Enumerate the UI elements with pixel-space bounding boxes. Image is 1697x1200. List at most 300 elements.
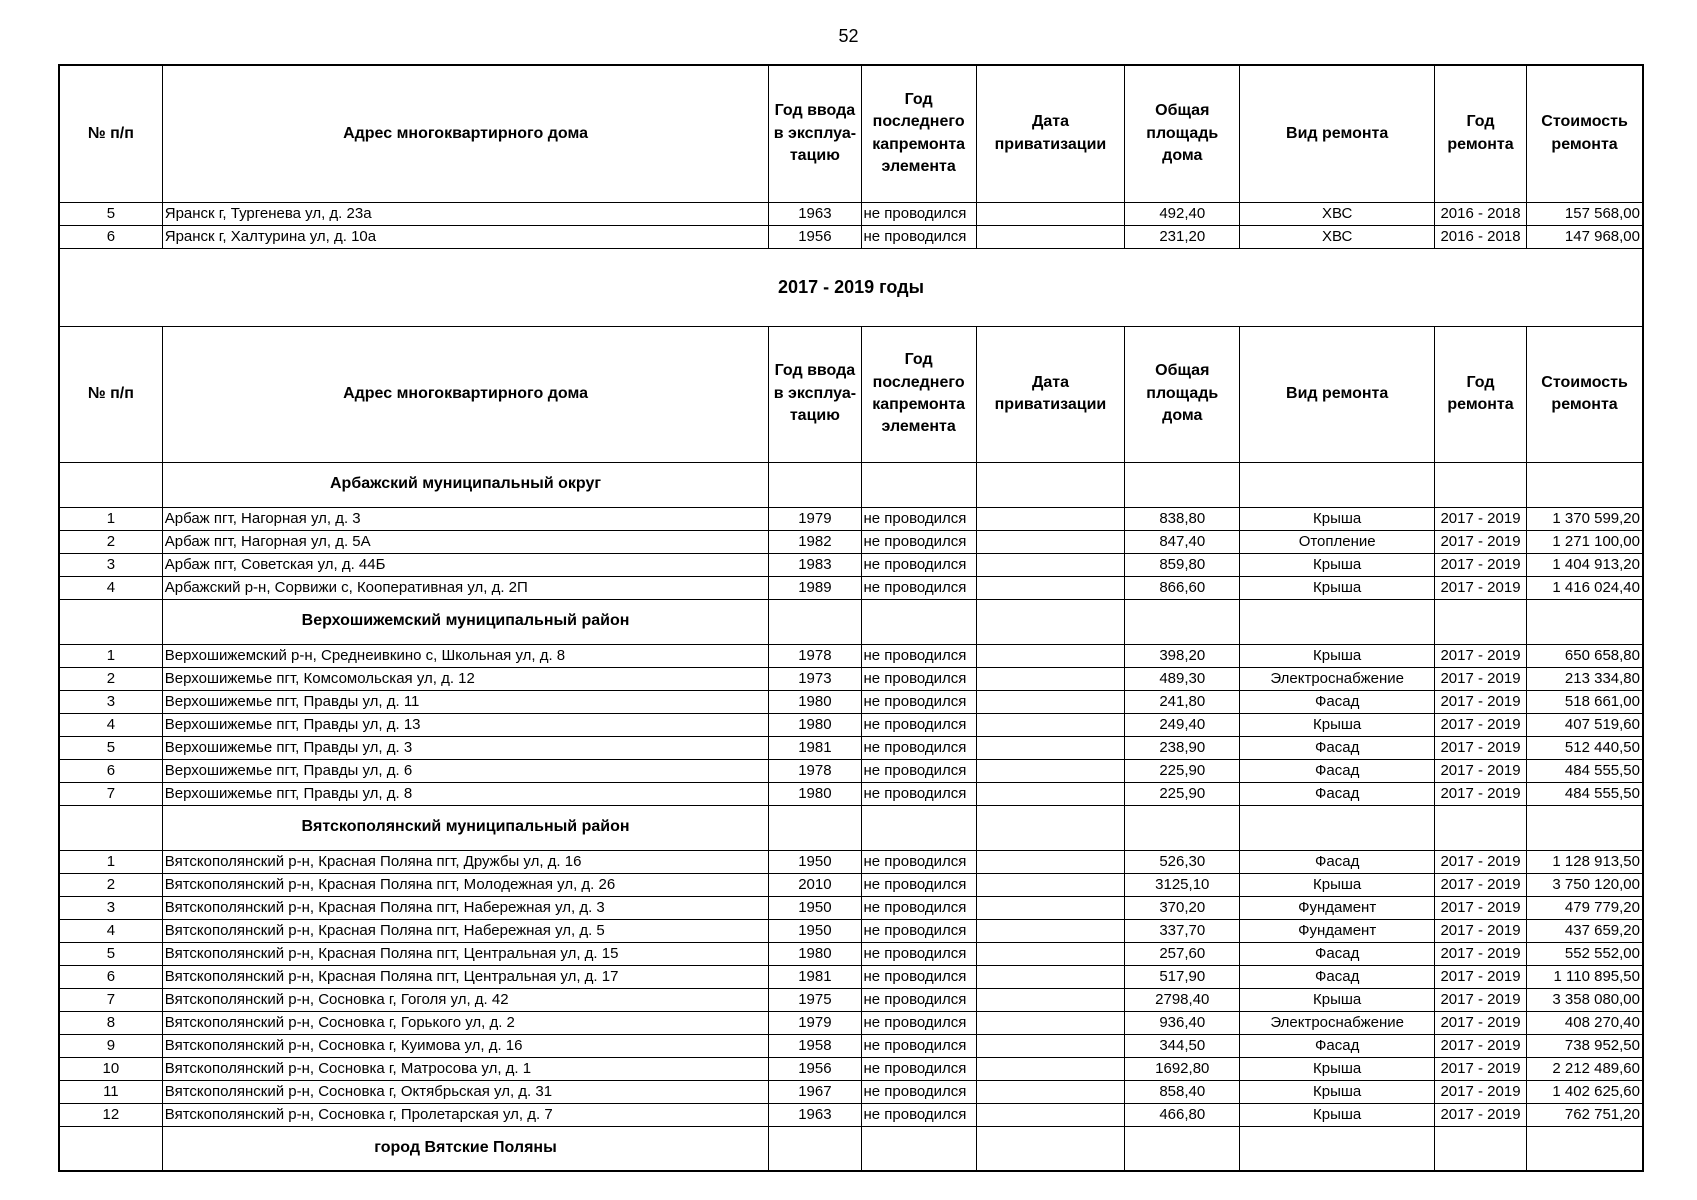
repair-type-cell: Крыша	[1240, 873, 1434, 896]
last-repair-cell: не проводился	[861, 1057, 976, 1080]
cost-cell: 1 271 100,00	[1527, 530, 1643, 553]
area-cell: 225,90	[1125, 782, 1240, 805]
row-number: 7	[59, 782, 162, 805]
last-repair-cell: не проводился	[861, 988, 976, 1011]
row-number: 3	[59, 553, 162, 576]
group-empty-cell	[59, 805, 162, 850]
address-cell: Вятскополянский р-н, Сосновка г, Пролетарская ул, д. 7	[162, 1103, 769, 1126]
last-repair-cell: не проводился	[861, 759, 976, 782]
last-repair-cell: не проводился	[861, 850, 976, 873]
privatization-cell	[976, 759, 1124, 782]
header-repair-type: Вид ремонта	[1240, 65, 1434, 202]
privatization-cell	[976, 873, 1124, 896]
repair-period-cell: 2017 - 2019	[1434, 1057, 1526, 1080]
cost-cell: 512 440,50	[1527, 736, 1643, 759]
group-title: Верхошижемский муниципальный район	[162, 599, 769, 644]
commission-year-cell: 1978	[769, 644, 861, 667]
repair-table	[58, 64, 1644, 1172]
area-cell: 838,80	[1125, 507, 1240, 530]
group-empty-cell	[1434, 462, 1526, 507]
page-number: 52	[838, 26, 859, 46]
group-empty-cell	[1125, 805, 1240, 850]
address-cell: Верхошижемье пгт, Правды ул, д. 3	[162, 736, 769, 759]
table-row	[59, 1011, 1643, 1034]
header-address: Адрес многоквартирного дома	[162, 326, 769, 462]
last-repair-cell: не проводился	[861, 644, 976, 667]
repair-type-cell: Фасад	[1240, 965, 1434, 988]
area-cell: 3125,10	[1125, 873, 1240, 896]
row-number: 7	[59, 988, 162, 1011]
group-empty-cell	[769, 599, 861, 644]
repair-period-cell: 2017 - 2019	[1434, 530, 1526, 553]
repair-period-cell: 2017 - 2019	[1434, 1080, 1526, 1103]
address-cell: Вятскополянский р-н, Красная Поляна пгт, Набережная ул, д. 3	[162, 896, 769, 919]
privatization-cell	[976, 1011, 1124, 1034]
table-row	[59, 942, 1643, 965]
cost-cell: 518 661,00	[1527, 690, 1643, 713]
repair-period-cell: 2017 - 2019	[1434, 553, 1526, 576]
repair-type-cell: Фасад	[1240, 690, 1434, 713]
privatization-cell	[976, 507, 1124, 530]
address-cell: Арбаж пгт, Советская ул, д. 44Б	[162, 553, 769, 576]
repair-period-cell: 2017 - 2019	[1434, 942, 1526, 965]
table-row	[59, 873, 1643, 896]
table-row	[59, 225, 1643, 248]
group-header-row	[59, 805, 1643, 850]
last-repair-cell: не проводился	[861, 690, 976, 713]
row-number: 1	[59, 507, 162, 530]
row-number: 12	[59, 1103, 162, 1126]
repair-period-cell: 2017 - 2019	[1434, 988, 1526, 1011]
commission-year-cell: 1950	[769, 896, 861, 919]
group-title: город Вятские Поляны	[162, 1126, 769, 1171]
group-header-row	[59, 599, 1643, 644]
repair-type-cell: Фасад	[1240, 782, 1434, 805]
cost-cell: 650 658,80	[1527, 644, 1643, 667]
table-row	[59, 644, 1643, 667]
area-cell: 526,30	[1125, 850, 1240, 873]
row-number: 6	[59, 759, 162, 782]
repair-period-cell: 2017 - 2019	[1434, 782, 1526, 805]
commission-year-cell: 1963	[769, 202, 861, 225]
table-row	[59, 713, 1643, 736]
header-last-repair: Год последнего капремонта элемента	[861, 326, 976, 462]
row-number: 9	[59, 1034, 162, 1057]
privatization-cell	[976, 576, 1124, 599]
cost-cell: 407 519,60	[1527, 713, 1643, 736]
area-cell: 257,60	[1125, 942, 1240, 965]
cost-cell: 1 110 895,50	[1527, 965, 1643, 988]
section-row	[59, 248, 1643, 326]
table-row	[59, 919, 1643, 942]
row-number: 3	[59, 690, 162, 713]
address-cell: Вятскополянский р-н, Красная Поляна пгт, Центральная ул, д. 15	[162, 942, 769, 965]
address-cell: Вятскополянский р-н, Сосновка г, Октябрьская ул, д. 31	[162, 1080, 769, 1103]
group-empty-cell	[1434, 805, 1526, 850]
area-cell: 241,80	[1125, 690, 1240, 713]
repair-period-cell: 2017 - 2019	[1434, 759, 1526, 782]
row-number: 1	[59, 850, 162, 873]
repair-type-cell: Крыша	[1240, 507, 1434, 530]
repair-type-cell: Крыша	[1240, 988, 1434, 1011]
area-cell: 936,40	[1125, 1011, 1240, 1034]
table-row	[59, 202, 1643, 225]
address-cell: Арбаж пгт, Нагорная ул, д. 3	[162, 507, 769, 530]
header-address: Адрес многоквартирного дома	[162, 65, 769, 202]
last-repair-cell: не проводился	[861, 713, 976, 736]
table-row	[59, 782, 1643, 805]
commission-year-cell: 1978	[769, 759, 861, 782]
header-repair-year: Год ремонта	[1434, 326, 1526, 462]
commission-year-cell: 1980	[769, 690, 861, 713]
group-empty-cell	[976, 462, 1124, 507]
commission-year-cell: 1956	[769, 1057, 861, 1080]
area-cell: 249,40	[1125, 713, 1240, 736]
repair-type-cell: Отопление	[1240, 530, 1434, 553]
row-number: 4	[59, 919, 162, 942]
last-repair-cell: не проводился	[861, 896, 976, 919]
cost-cell: 738 952,50	[1527, 1034, 1643, 1057]
group-empty-cell	[1125, 462, 1240, 507]
address-cell: Верхошижемье пгт, Правды ул, д. 8	[162, 782, 769, 805]
last-repair-cell: не проводился	[861, 942, 976, 965]
address-cell: Верхошижемье пгт, Правды ул, д. 13	[162, 713, 769, 736]
group-header-row	[59, 1126, 1643, 1171]
header-num: № п/п	[59, 326, 162, 462]
privatization-cell	[976, 1057, 1124, 1080]
last-repair-cell: не проводился	[861, 202, 976, 225]
cost-cell: 157 568,00	[1527, 202, 1643, 225]
group-empty-cell	[1434, 599, 1526, 644]
repair-period-cell: 2017 - 2019	[1434, 896, 1526, 919]
cost-cell: 1 404 913,20	[1527, 553, 1643, 576]
group-empty-cell	[769, 805, 861, 850]
commission-year-cell: 1950	[769, 919, 861, 942]
address-cell: Вятскополянский р-н, Сосновка г, Горького ул, д. 2	[162, 1011, 769, 1034]
last-repair-cell: не проводился	[861, 576, 976, 599]
header-privatization: Дата приватизации	[976, 326, 1124, 462]
area-cell: 2798,40	[1125, 988, 1240, 1011]
last-repair-cell: не проводился	[861, 1103, 976, 1126]
cost-cell: 3 358 080,00	[1527, 988, 1643, 1011]
area-cell: 847,40	[1125, 530, 1240, 553]
address-cell: Яранск г, Тургенева ул, д. 23а	[162, 202, 769, 225]
last-repair-cell: не проводился	[861, 1080, 976, 1103]
header-commission-year: Год ввода в эксплуа-тацию	[769, 65, 861, 202]
row-number: 5	[59, 736, 162, 759]
address-cell: Вятскополянский р-н, Красная Поляна пгт, Молодежная ул, д. 26	[162, 873, 769, 896]
area-cell: 859,80	[1125, 553, 1240, 576]
last-repair-cell: не проводился	[861, 553, 976, 576]
group-empty-cell	[976, 805, 1124, 850]
repair-type-cell: Крыша	[1240, 576, 1434, 599]
cost-cell: 552 552,00	[1527, 942, 1643, 965]
cost-cell: 1 370 599,20	[1527, 507, 1643, 530]
repair-period-cell: 2017 - 2019	[1434, 850, 1526, 873]
header-row	[59, 326, 1643, 462]
group-empty-cell	[1125, 599, 1240, 644]
group-empty-cell	[1240, 1126, 1434, 1171]
table-row	[59, 965, 1643, 988]
privatization-cell	[976, 782, 1124, 805]
header-row	[59, 65, 1643, 202]
cost-cell: 408 270,40	[1527, 1011, 1643, 1034]
group-empty-cell	[59, 599, 162, 644]
table-row	[59, 988, 1643, 1011]
address-cell: Вятскополянский р-н, Сосновка г, Гоголя ул, д. 42	[162, 988, 769, 1011]
row-number: 11	[59, 1080, 162, 1103]
commission-year-cell: 1980	[769, 782, 861, 805]
privatization-cell	[976, 690, 1124, 713]
last-repair-cell: не проводился	[861, 507, 976, 530]
group-empty-cell	[861, 1126, 976, 1171]
header-privatization: Дата приватизации	[976, 65, 1124, 202]
last-repair-cell: не проводился	[861, 1011, 976, 1034]
table-row	[59, 553, 1643, 576]
group-empty-cell	[976, 599, 1124, 644]
area-cell: 1692,80	[1125, 1057, 1240, 1080]
repair-period-cell: 2017 - 2019	[1434, 919, 1526, 942]
commission-year-cell: 1983	[769, 553, 861, 576]
commission-year-cell: 1980	[769, 713, 861, 736]
repair-type-cell: Фасад	[1240, 942, 1434, 965]
cost-cell: 762 751,20	[1527, 1103, 1643, 1126]
row-number: 3	[59, 896, 162, 919]
commission-year-cell: 1973	[769, 667, 861, 690]
cost-cell: 1 416 024,40	[1527, 576, 1643, 599]
table-row	[59, 1034, 1643, 1057]
address-cell: Яранск г, Халтурина ул, д. 10а	[162, 225, 769, 248]
commission-year-cell: 1963	[769, 1103, 861, 1126]
header-commission-year: Год ввода в эксплуа-тацию	[769, 326, 861, 462]
repair-period-cell: 2017 - 2019	[1434, 1103, 1526, 1126]
cost-cell: 3 750 120,00	[1527, 873, 1643, 896]
row-number: 2	[59, 873, 162, 896]
last-repair-cell: не проводился	[861, 782, 976, 805]
privatization-cell	[976, 919, 1124, 942]
last-repair-cell: не проводился	[861, 1034, 976, 1057]
area-cell: 370,20	[1125, 896, 1240, 919]
table-row	[59, 576, 1643, 599]
commission-year-cell: 1979	[769, 507, 861, 530]
group-empty-cell	[861, 599, 976, 644]
group-empty-cell	[1240, 805, 1434, 850]
repair-period-cell: 2017 - 2019	[1434, 965, 1526, 988]
repair-type-cell: Фундамент	[1240, 896, 1434, 919]
table-row	[59, 1103, 1643, 1126]
address-cell: Вятскополянский р-н, Красная Поляна пгт, Набережная ул, д. 5	[162, 919, 769, 942]
row-number: 2	[59, 667, 162, 690]
last-repair-cell: не проводился	[861, 667, 976, 690]
area-cell: 492,40	[1125, 202, 1240, 225]
address-cell: Вятскополянский р-н, Красная Поляна пгт, Дружбы ул, д. 16	[162, 850, 769, 873]
row-number: 8	[59, 1011, 162, 1034]
group-empty-cell	[1527, 599, 1643, 644]
repair-period-cell: 2017 - 2019	[1434, 576, 1526, 599]
repair-type-cell: ХВС	[1240, 225, 1434, 248]
table-row	[59, 1057, 1643, 1080]
repair-period-cell: 2017 - 2019	[1434, 507, 1526, 530]
group-empty-cell	[1527, 805, 1643, 850]
area-cell: 231,20	[1125, 225, 1240, 248]
row-number: 6	[59, 965, 162, 988]
commission-year-cell: 1958	[769, 1034, 861, 1057]
group-empty-cell	[769, 1126, 861, 1171]
area-cell: 866,60	[1125, 576, 1240, 599]
group-empty-cell	[976, 1126, 1124, 1171]
table-body	[59, 65, 1643, 1171]
cost-cell: 437 659,20	[1527, 919, 1643, 942]
commission-year-cell: 2010	[769, 873, 861, 896]
repair-type-cell: Фасад	[1240, 1034, 1434, 1057]
table-row	[59, 759, 1643, 782]
privatization-cell	[976, 988, 1124, 1011]
privatization-cell	[976, 942, 1124, 965]
address-cell: Верхошижемье пгт, Комсомольская ул, д. 12	[162, 667, 769, 690]
privatization-cell	[976, 1034, 1124, 1057]
table-row	[59, 896, 1643, 919]
commission-year-cell: 1981	[769, 736, 861, 759]
repair-type-cell: Электроснабжение	[1240, 667, 1434, 690]
commission-year-cell: 1982	[769, 530, 861, 553]
area-cell: 466,80	[1125, 1103, 1240, 1126]
repair-period-cell: 2017 - 2019	[1434, 690, 1526, 713]
repair-type-cell: Фасад	[1240, 736, 1434, 759]
area-cell: 398,20	[1125, 644, 1240, 667]
commission-year-cell: 1980	[769, 942, 861, 965]
area-cell: 517,90	[1125, 965, 1240, 988]
address-cell: Арбаж пгт, Нагорная ул, д. 5А	[162, 530, 769, 553]
group-empty-cell	[1527, 1126, 1643, 1171]
repair-period-cell: 2016 - 2018	[1434, 202, 1526, 225]
privatization-cell	[976, 644, 1124, 667]
last-repair-cell: не проводился	[861, 225, 976, 248]
table-row	[59, 507, 1643, 530]
header-repair-year: Год ремонта	[1434, 65, 1526, 202]
repair-type-cell: Крыша	[1240, 1103, 1434, 1126]
row-number: 5	[59, 942, 162, 965]
group-empty-cell	[861, 462, 976, 507]
privatization-cell	[976, 553, 1124, 576]
repair-period-cell: 2017 - 2019	[1434, 713, 1526, 736]
group-header-row	[59, 462, 1643, 507]
row-number: 1	[59, 644, 162, 667]
area-cell: 238,90	[1125, 736, 1240, 759]
repair-type-cell: Фундамент	[1240, 919, 1434, 942]
privatization-cell	[976, 667, 1124, 690]
row-number: 10	[59, 1057, 162, 1080]
section-title: 2017 - 2019 годы	[59, 248, 1643, 326]
cost-cell: 147 968,00	[1527, 225, 1643, 248]
privatization-cell	[976, 713, 1124, 736]
address-cell: Вятскополянский р-н, Сосновка г, Матросова ул, д. 1	[162, 1057, 769, 1080]
last-repair-cell: не проводился	[861, 530, 976, 553]
header-area: Общая площадь дома	[1125, 65, 1240, 202]
row-number: 4	[59, 713, 162, 736]
area-cell: 344,50	[1125, 1034, 1240, 1057]
repair-type-cell: Крыша	[1240, 644, 1434, 667]
header-area: Общая площадь дома	[1125, 326, 1240, 462]
repair-type-cell: Крыша	[1240, 1080, 1434, 1103]
row-number: 6	[59, 225, 162, 248]
group-empty-cell	[861, 805, 976, 850]
repair-period-cell: 2017 - 2019	[1434, 1011, 1526, 1034]
privatization-cell	[976, 896, 1124, 919]
table-row	[59, 1080, 1643, 1103]
last-repair-cell: не проводился	[861, 965, 976, 988]
group-empty-cell	[769, 462, 861, 507]
header-repair-type: Вид ремонта	[1240, 326, 1434, 462]
commission-year-cell: 1979	[769, 1011, 861, 1034]
area-cell: 225,90	[1125, 759, 1240, 782]
header-num: № п/п	[59, 65, 162, 202]
address-cell: Верхошижемский р-н, Среднеивкино с, Школьная ул, д. 8	[162, 644, 769, 667]
privatization-cell	[976, 1103, 1124, 1126]
cost-cell: 479 779,20	[1527, 896, 1643, 919]
address-cell: Вятскополянский р-н, Сосновка г, Куимова ул, д. 16	[162, 1034, 769, 1057]
commission-year-cell: 1956	[769, 225, 861, 248]
area-cell: 337,70	[1125, 919, 1240, 942]
privatization-cell	[976, 1080, 1124, 1103]
group-empty-cell	[59, 462, 162, 507]
table-row	[59, 530, 1643, 553]
privatization-cell	[976, 530, 1124, 553]
group-title: Арбажский муниципальный округ	[162, 462, 769, 507]
group-empty-cell	[1240, 462, 1434, 507]
privatization-cell	[976, 225, 1124, 248]
group-empty-cell	[1434, 1126, 1526, 1171]
cost-cell: 1 128 913,50	[1527, 850, 1643, 873]
row-number: 4	[59, 576, 162, 599]
group-empty-cell	[59, 1126, 162, 1171]
address-cell: Вятскополянский р-н, Красная Поляна пгт, Центральная ул, д. 17	[162, 965, 769, 988]
repair-type-cell: Фасад	[1240, 759, 1434, 782]
cost-cell: 213 334,80	[1527, 667, 1643, 690]
cost-cell: 1 402 625,60	[1527, 1080, 1643, 1103]
repair-period-cell: 2017 - 2019	[1434, 667, 1526, 690]
table-row	[59, 667, 1643, 690]
area-cell: 858,40	[1125, 1080, 1240, 1103]
header-cost: Стоимость ремонта	[1527, 326, 1643, 462]
repair-type-cell: Электроснабжение	[1240, 1011, 1434, 1034]
group-empty-cell	[1240, 599, 1434, 644]
table-row	[59, 850, 1643, 873]
repair-type-cell: Фасад	[1240, 850, 1434, 873]
table-row	[59, 736, 1643, 759]
repair-type-cell: Крыша	[1240, 553, 1434, 576]
privatization-cell	[976, 736, 1124, 759]
address-cell: Верхошижемье пгт, Правды ул, д. 11	[162, 690, 769, 713]
group-empty-cell	[1125, 1126, 1240, 1171]
privatization-cell	[976, 850, 1124, 873]
privatization-cell	[976, 965, 1124, 988]
repair-period-cell: 2017 - 2019	[1434, 1034, 1526, 1057]
last-repair-cell: не проводился	[861, 873, 976, 896]
repair-period-cell: 2017 - 2019	[1434, 736, 1526, 759]
last-repair-cell: не проводился	[861, 919, 976, 942]
row-number: 2	[59, 530, 162, 553]
last-repair-cell: не проводился	[861, 736, 976, 759]
group-title: Вятскополянский муниципальный район	[162, 805, 769, 850]
repair-period-cell: 2017 - 2019	[1434, 873, 1526, 896]
repair-period-cell: 2016 - 2018	[1434, 225, 1526, 248]
cost-cell: 2 212 489,60	[1527, 1057, 1643, 1080]
address-cell: Верхошижемье пгт, Правды ул, д. 6	[162, 759, 769, 782]
area-cell: 489,30	[1125, 667, 1240, 690]
commission-year-cell: 1975	[769, 988, 861, 1011]
commission-year-cell: 1950	[769, 850, 861, 873]
repair-type-cell: ХВС	[1240, 202, 1434, 225]
